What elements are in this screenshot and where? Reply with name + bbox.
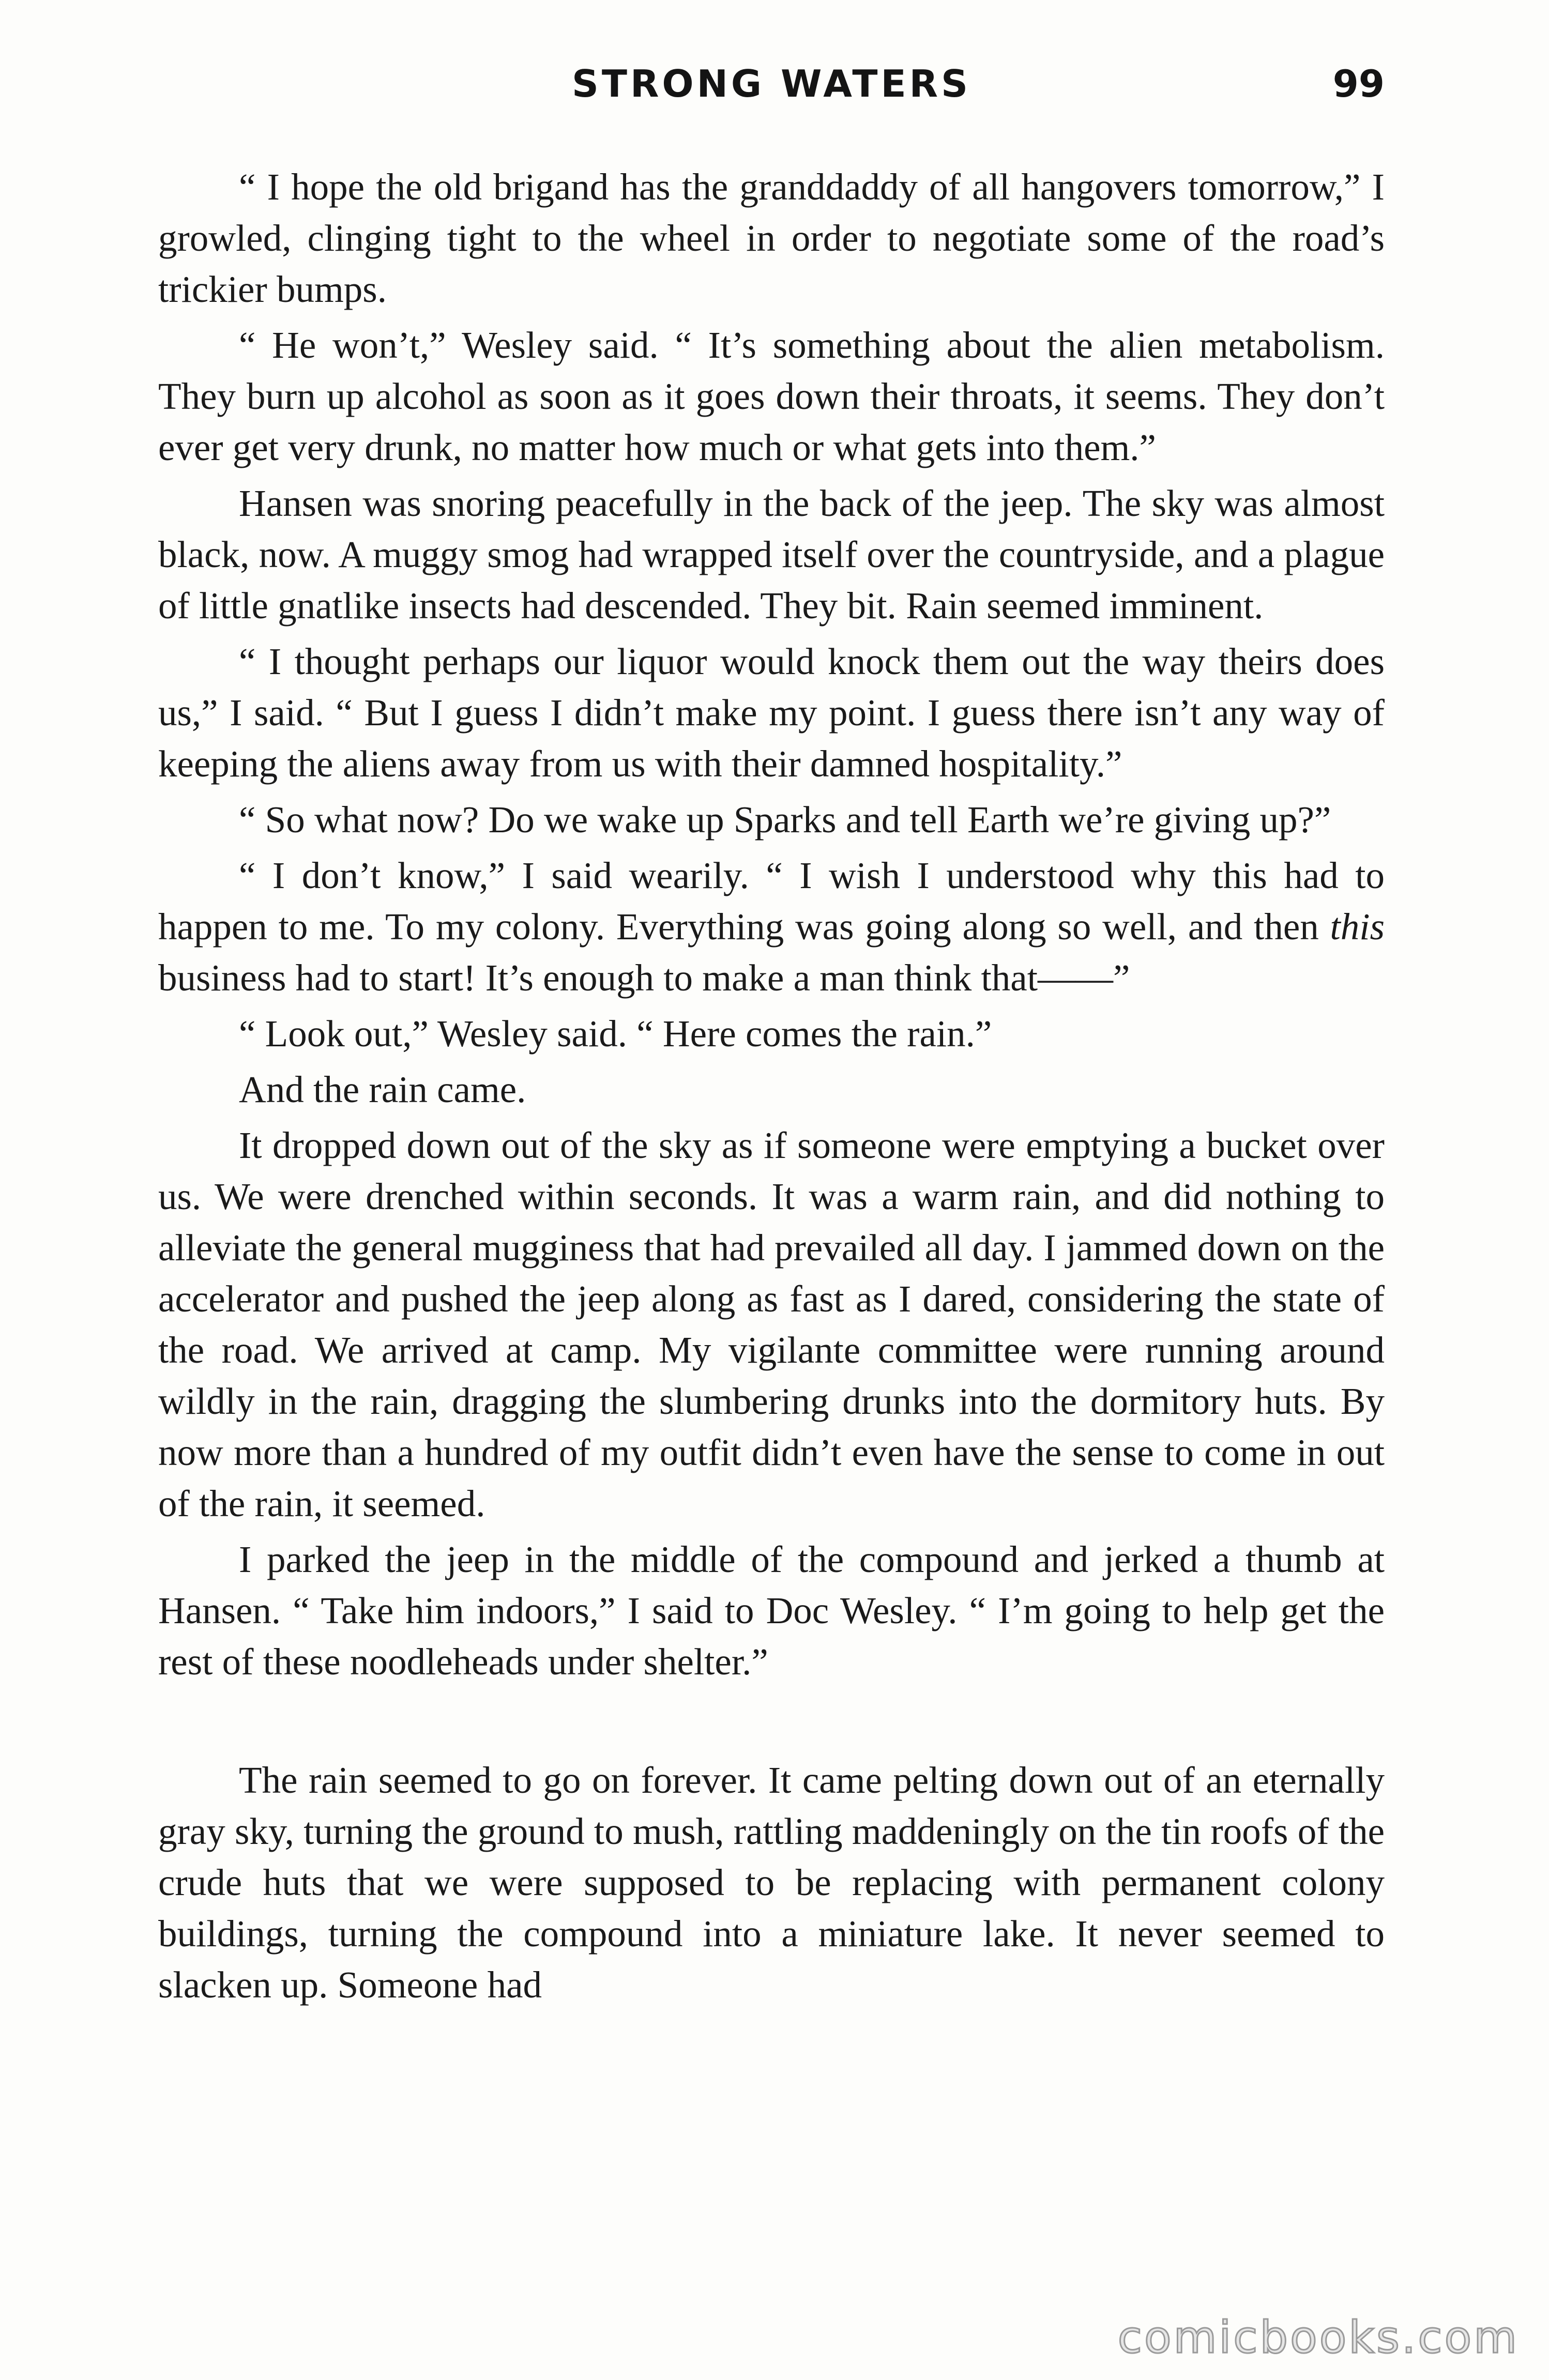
emphasized-word: this — [1330, 906, 1385, 948]
running-head — [158, 62, 1385, 129]
page-number: 99 — [1332, 62, 1385, 105]
paragraph: “ So what now? Do we wake up Sparks and tell Earth we’re giving up?” — [239, 799, 1331, 841]
paragraph-text: business had to start! It’s enough to make a man think that——” — [158, 957, 1130, 999]
paragraph-text: “ I don’t know,” I said wearily. “ I wish I understood why this had to happen to me. To my colony. Everything was going along so well, and then — [158, 855, 1385, 948]
paragraph: “ I thought perhaps our liquor would knock them out the way theirs does us,” I said. “ But I guess I didn’t make my point. I guess there isn’t any way of keeping the aliens away from us with their damned hospitality.” — [158, 640, 1385, 785]
watermark: comicbooks.com — [1117, 2312, 1519, 2363]
running-title: STRONG WATERS — [572, 62, 971, 105]
paragraph: It dropped down out of the sky as if someone were emptying a bucket over us. We were drenched within seconds. It was a warm rain, and did nothing to alleviate the general mugginess that had prevailed all day. I jammed down on the accelerator and pushed the jeep along as fast as I dared, considering the state of the road. We arrived at camp. My vigilante committee were running around wildly in the rain, dragging the slumbering drunks into the dormitory huts. By now more than a hundred of my outfit didn’t even have the sense to come in out of the rain, it seemed. — [158, 1124, 1385, 1524]
paragraph: I parked the jeep in the middle of the compound and jerked a thumb at Hansen. “ Take him indoors,” I said to Doc Wesley. “ I’m going to help get the rest of these noodleheads under shelter.” — [158, 1538, 1385, 1683]
paragraph: “ He won’t,” Wesley said. “ It’s something about the alien metabolism. They burn up alcohol as soon as it goes down their throats, it seems. They don’t ever get very drunk, no matter how much or what gets into them.” — [158, 324, 1385, 468]
paragraph — [158, 850, 1385, 1003]
paragraph: And the rain came. — [239, 1069, 526, 1110]
body-text — [158, 161, 1385, 2015]
paragraph: The rain seemed to go on forever. It came pelting down out of an eternally gray sky, turning the ground to mush, rattling maddeningly on the tin roofs of the crude huts that we were supposed to be replacing with permanent colony buildings, turning the compound into a miniature lake. It never seemed to slacken up. Someone had — [158, 1759, 1385, 2006]
paragraph: Hansen was snoring peacefully in the back of the jeep. The sky was almost black, now. A muggy smog had wrapped itself over the countryside, and a plague of little gnatlike insects had descended. They bit. Rain seemed imminent. — [158, 482, 1385, 627]
paragraph: “ Look out,” Wesley said. “ Here comes the rain.” — [239, 1013, 992, 1055]
paragraph: “ I hope the old brigand has the granddaddy of all hangovers tomorrow,” I growled, clinging tight to the wheel in order to negotiate some of the road’s trickier bumps. — [158, 166, 1385, 310]
